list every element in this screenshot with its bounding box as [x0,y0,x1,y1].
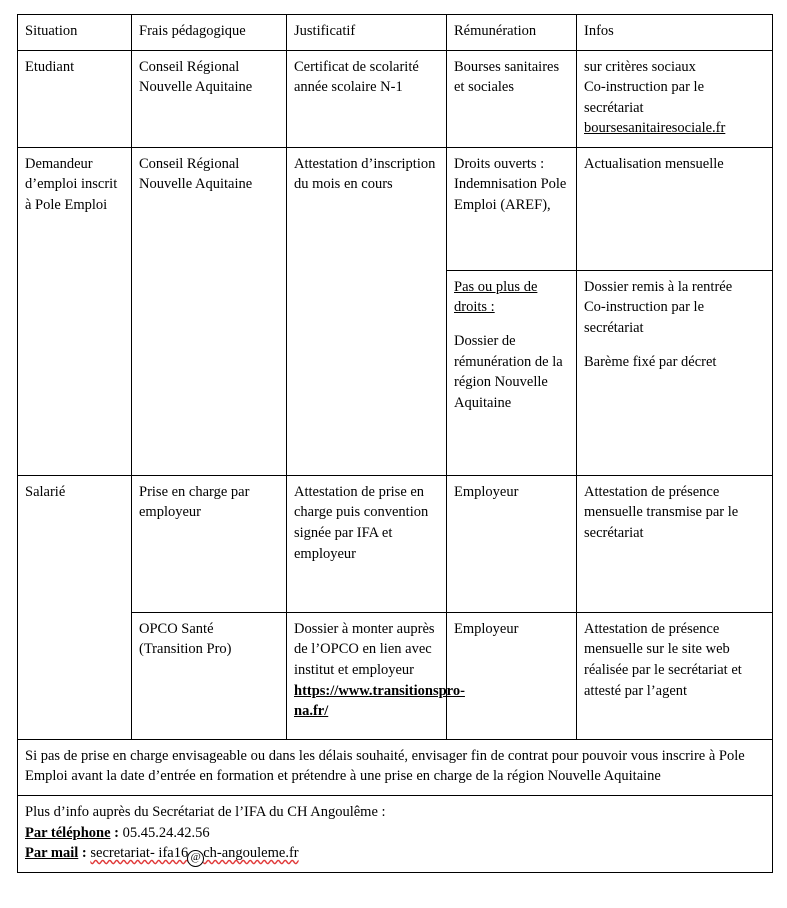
mail-separator: : [78,845,91,862]
cell-infos-actualisation: Actualisation mensuelle [577,147,773,270]
document-page [17,14,772,873]
infos-coinstruction-text: Co-instruction par le secrétariat [584,79,705,116]
cell-justificatif-demandeur: Attestation d’inscription du mois en cours [287,147,447,475]
dossier-remuneration-text: Dossier de rémunération de la région Nouvelle Aquitaine [454,333,563,411]
contact-block [18,796,773,873]
cell-situation-etudiant: Etudiant [18,50,132,147]
cell-frais-employeur: Prise en charge par employeur [132,475,287,612]
cell-justificatif-employeur: Attestation de prise en charge puis convention signée par IFA et employeur [287,475,447,612]
table-header-row [18,15,773,51]
cell-infos-employeur: Attestation de présence mensuelle transmise par le secrétariat [577,475,773,612]
table-contact-row [18,796,773,873]
table-row [18,147,773,270]
mail-user: secretariat- ifa16 [90,845,189,862]
header-infos: Infos [577,15,773,51]
cell-infos-pas-de-droits [577,270,773,475]
cell-justificatif-etudiant: Certificat de scolarité année scolaire N-1 [287,50,447,147]
transitionspro-link[interactable]: https://www.transitionspro-na.fr/ [294,682,465,720]
mail-domain: ch-angouleme.fr [203,845,299,862]
cell-infos-opco: Attestation de présence mensuelle sur le site web réalisée par le secrétariat et attesté par l’agent [577,612,773,739]
cell-situation-salarie: Salarié [18,475,132,739]
cell-frais-demandeur: Conseil Régional Nouvelle Aquitaine [132,147,287,475]
infos-coinstruction-secretariat: Co-instruction par le secrétariat [584,299,705,337]
bourse-link[interactable]: boursesanitairesociale.fr [584,120,726,137]
justificatif-opco-text: Dossier à monter auprès de l’OPCO en lien avec institut et employeur [294,620,435,679]
header-situation: Situation [18,15,132,51]
infos-critere-text: sur critères sociaux [584,58,696,75]
cell-remuneration-employeur: Employeur [447,475,577,612]
at-symbol-icon: @ [188,843,203,864]
cell-infos-etudiant [577,50,773,147]
table-row [18,612,773,739]
phone-label: Par téléphone [25,824,111,841]
cell-situation-demandeur: Demandeur d’emploi inscrit à Pole Emploi [18,147,132,475]
table-row [18,50,773,147]
header-frais: Frais pédagogique [132,15,287,51]
funding-situations-table [17,14,773,873]
cell-remuneration-pas-de-droits [447,270,577,475]
infos-bareme-decret: Barème fixé par décret [584,353,717,370]
cell-remuneration-droits-ouverts: Droits ouverts : Indemnisation Pole Emploi (AREF), [447,147,577,270]
cell-remuneration-etudiant: Bourses sanitaires et sociales [447,50,577,147]
mail-label: Par mail [25,845,79,862]
header-remuneration: Rémunération [447,15,577,51]
pas-de-droits-heading: Pas ou plus de droits : [454,278,538,316]
cell-frais-opco: OPCO Santé (Transition Pro) [132,612,287,739]
cell-frais-etudiant: Conseil Régional Nouvelle Aquitaine [132,50,287,147]
cell-justificatif-opco [287,612,465,739]
contact-intro: Plus d’info auprès du Secrétariat de l’IFA du CH Angoulême : [25,804,386,821]
infos-dossier-rentree: Dossier remis à la rentrée [584,278,733,295]
footer-note: Si pas de prise en charge envisageable ou dans les délais souhaité, envisager fin de contrat pour pouvoir vous inscrire à Pole Emploi avant la date d’entrée en formation et prétendre à une prise en charge de la région Nouvelle Aquitaine [18,739,773,795]
table-row [18,475,773,612]
table-footer-note-row [18,739,773,795]
phone-value: 05.45.24.42.56 [122,824,210,841]
cell-remuneration-opco: Employeur [447,612,577,739]
header-justificatif: Justificatif [287,15,447,51]
phone-separator: : [110,824,123,841]
